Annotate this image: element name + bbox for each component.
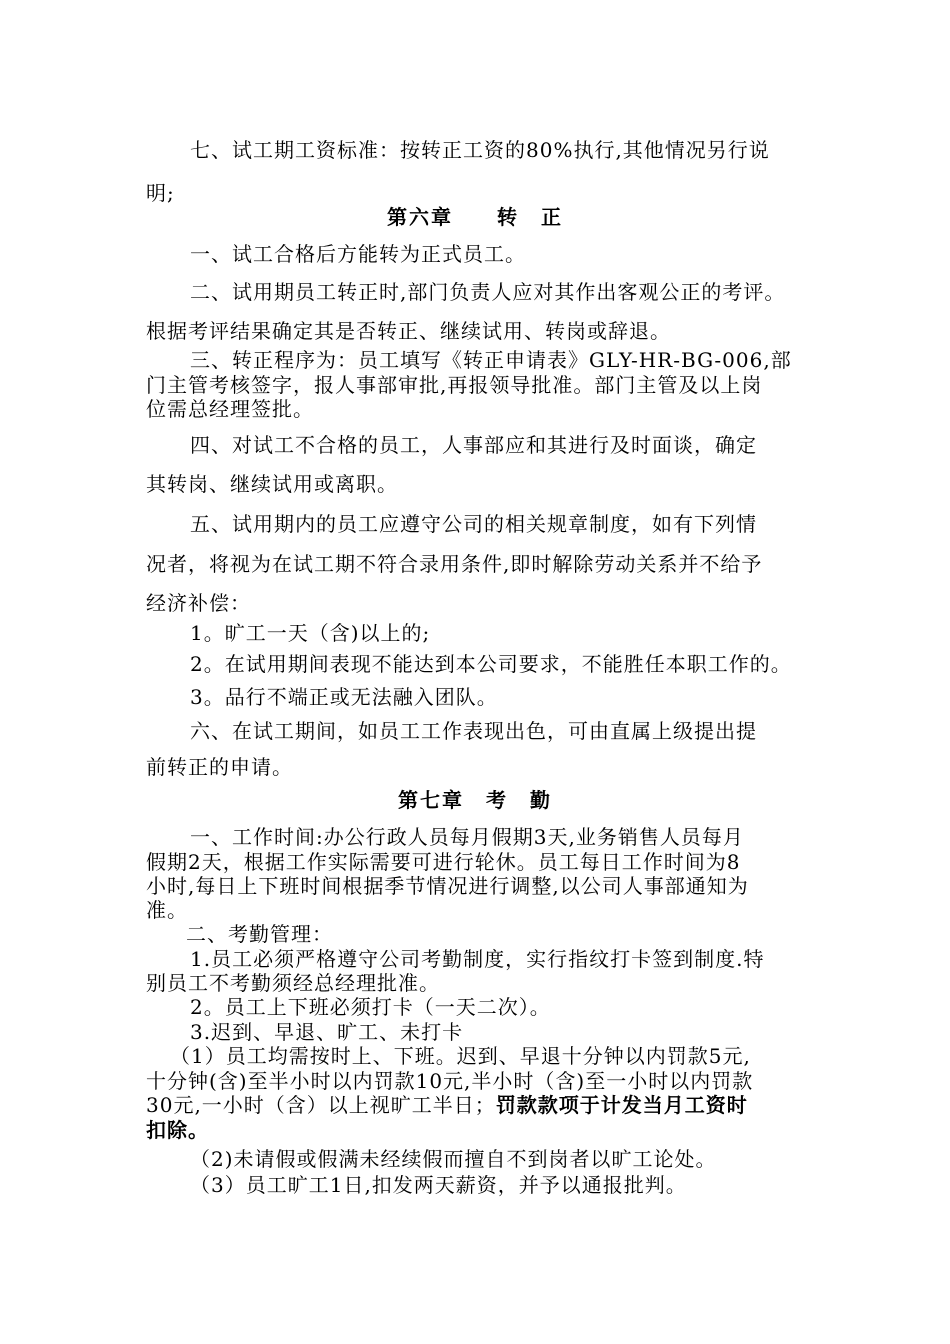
- text-line: 二、试用期员工转正时,部门负责人应对其作出客观公正的考评。: [190, 280, 786, 304]
- list-item: 3.迟到、早退、旷工、未打卡: [190, 1020, 464, 1044]
- text-line: 六、在试工期间，如员工工作表现出色，可由直属上级提出提: [190, 719, 757, 743]
- text-line: 准。: [146, 898, 188, 922]
- chapter-heading: 第六章 转 正: [387, 205, 563, 229]
- text-line: 假期2天，根据工作实际需要可进行轮休。员工每日工作时间为8: [146, 850, 741, 874]
- text-line: 二、考勤管理：: [186, 922, 333, 946]
- text-line: 三、转正程序为：员工填写《转正申请表》GLY-HR-BG-006,部: [190, 348, 792, 372]
- text-line: 十分钟(含)至半小时以内罚款10元,半小时（含)至一小时以内罚款: [146, 1069, 754, 1093]
- chapter-heading: 第七章 考 勤: [398, 788, 552, 812]
- bold-text: 罚款款项于计发当月工资时: [495, 1093, 748, 1117]
- list-item: 1。旷工一天（含)以上的;: [190, 621, 431, 645]
- text-line: 五、试用期内的员工应遵守公司的相关规章制度，如有下列情: [190, 512, 757, 536]
- text-line: 经济补偿：: [146, 591, 251, 615]
- text-line: 别员工不考勤须经总经理批准。: [146, 971, 440, 995]
- list-item: （1）员工均需按时上、下班。迟到、早退十分钟以内罚款5元,: [170, 1044, 751, 1068]
- text-segment: 30元,一小时（含）以上视旷工半日；: [146, 1093, 496, 1117]
- text-line: 小时,每日上下班时间根据季节情况进行调整,以公司人事部通知为: [146, 874, 749, 898]
- text-line: 前转正的申请。: [146, 755, 293, 779]
- bold-text: 扣除。: [146, 1118, 209, 1142]
- text-line: [146, 1094, 748, 1116]
- text-line: 一、试工合格后方能转为正式员工。: [190, 242, 526, 266]
- text-line: 根据考评结果确定其是否转正、继续试用、转岗或辞退。: [146, 319, 671, 343]
- list-item: （2)未请假或假满未经续假而擅自不到岗者以旷工论处。: [190, 1147, 717, 1171]
- text-line: 位需总经理签批。: [146, 397, 314, 421]
- text-line: 明;: [146, 181, 175, 205]
- list-item: 3。品行不端正或无法融入团队。: [190, 685, 498, 709]
- list-item: 1.员工必须严格遵守公司考勤制度，实行指纹打卡签到制度.特: [190, 947, 765, 971]
- text-line: 七、试工期工资标准：按转正工资的80%执行,其他情况另行说: [190, 138, 770, 162]
- list-item: 2。在试用期间表现不能达到本公司要求，不能胜任本职工作的。: [190, 652, 792, 676]
- text-line: 四、对试工不合格的员工，人事部应和其进行及时面谈，确定: [190, 433, 757, 457]
- text-line: 门主管考核签字，报人事部审批,再报领导批准。部门主管及以上岗: [146, 373, 763, 397]
- text-line: 其转岗、继续试用或离职。: [146, 472, 398, 496]
- text-line: 况者，将视为在试工期不符合录用条件,即时解除劳动关系并不给予: [146, 552, 763, 576]
- list-item: 2。员工上下班必须打卡（一天二次）。: [190, 995, 551, 1019]
- list-item: （3）员工旷工1日,扣发两天薪资，并予以通报批判。: [190, 1173, 687, 1197]
- text-line: 一、工作时间:办公行政人员每月假期3天,业务销售人员每月: [190, 825, 744, 849]
